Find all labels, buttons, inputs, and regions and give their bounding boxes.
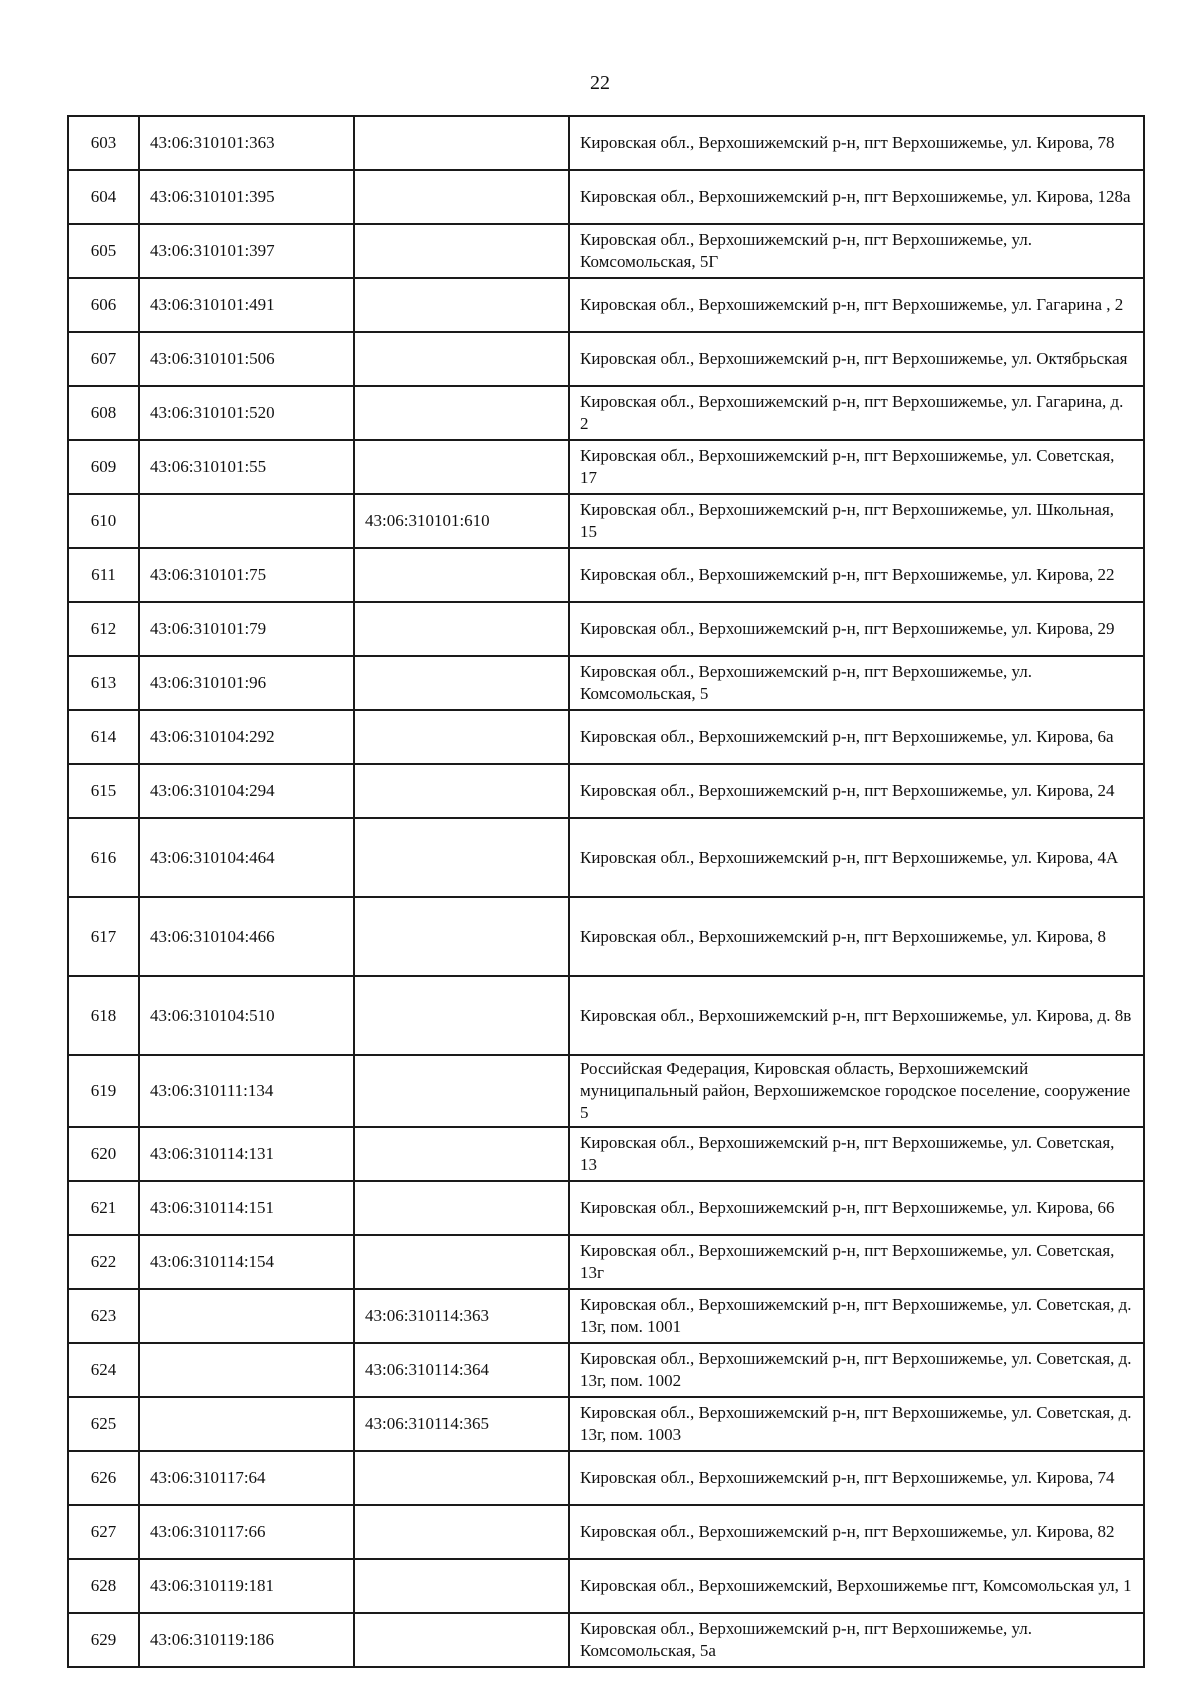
row-number-cell: 614 — [68, 710, 139, 764]
cadastral-number-cell — [139, 1289, 354, 1343]
address-cell: Кировская обл., Верхошижемский р-н, пгт Верхошижемье, ул. Советская, д. 13г, пом. 1001 — [569, 1289, 1144, 1343]
address-cell: Кировская обл., Верхошижемский р-н, пгт Верхошижемье, ул. Комсомольская, 5а — [569, 1613, 1144, 1667]
table-row — [68, 818, 1144, 897]
row-number-cell: 607 — [68, 332, 139, 386]
row-number-cell: 606 — [68, 278, 139, 332]
cadastral-number-cell: 43:06:310101:96 — [139, 656, 354, 710]
cadastral-number-secondary-cell — [354, 1559, 569, 1613]
table-row — [68, 440, 1144, 494]
cadastral-number-secondary-cell — [354, 1181, 569, 1235]
address-cell: Кировская обл., Верхошижемский р-н, пгт Верхошижемье, ул. Кирова, 66 — [569, 1181, 1144, 1235]
cadastral-number-secondary-cell: 43:06:310114:363 — [354, 1289, 569, 1343]
table-row — [68, 548, 1144, 602]
address-cell: Кировская обл., Верхошижемский р-н, пгт Верхошижемье, ул. Октябрьская — [569, 332, 1144, 386]
table-row — [68, 1055, 1144, 1127]
cadastral-number-cell: 43:06:310101:397 — [139, 224, 354, 278]
table-row — [68, 602, 1144, 656]
table-row — [68, 278, 1144, 332]
row-number-cell: 611 — [68, 548, 139, 602]
address-cell: Кировская обл., Верхошижемский р-н, пгт Верхошижемье, ул. Кирова, 24 — [569, 764, 1144, 818]
address-cell: Кировская обл., Верхошижемский р-н, пгт Верхошижемье, ул. Советская, д. 13г, пом. 1002 — [569, 1343, 1144, 1397]
cadastral-number-cell: 43:06:310101:55 — [139, 440, 354, 494]
cadastral-number-cell — [139, 494, 354, 548]
table-row — [68, 710, 1144, 764]
cadastral-number-secondary-cell — [354, 764, 569, 818]
address-cell: Кировская обл., Верхошижемский р-н, пгт Верхошижемье, ул. Кирова, 82 — [569, 1505, 1144, 1559]
row-number-cell: 608 — [68, 386, 139, 440]
row-number-cell: 626 — [68, 1451, 139, 1505]
address-cell: Кировская обл., Верхошижемский р-н, пгт Верхошижемье, ул. Кирова, 4А — [569, 818, 1144, 897]
table-row — [68, 897, 1144, 976]
cadastral-number-secondary-cell — [354, 897, 569, 976]
cadastral-number-cell: 43:06:310114:131 — [139, 1127, 354, 1181]
address-cell: Кировская обл., Верхошижемский р-н, пгт Верхошижемье, ул. Кирова, 6а — [569, 710, 1144, 764]
cadastral-number-secondary-cell — [354, 440, 569, 494]
table-row — [68, 1559, 1144, 1613]
table-row — [68, 1613, 1144, 1667]
cadastral-number-cell: 43:06:310117:66 — [139, 1505, 354, 1559]
cadastral-number-secondary-cell: 43:06:310101:610 — [354, 494, 569, 548]
row-number-cell: 615 — [68, 764, 139, 818]
row-number-cell: 610 — [68, 494, 139, 548]
table-row — [68, 1235, 1144, 1289]
row-number-cell: 627 — [68, 1505, 139, 1559]
cadastral-number-secondary-cell: 43:06:310114:364 — [354, 1343, 569, 1397]
table-row — [68, 1289, 1144, 1343]
address-cell: Кировская обл., Верхошижемский р-н, пгт Верхошижемье, ул. Кирова, 29 — [569, 602, 1144, 656]
cadastral-number-cell: 43:06:310114:154 — [139, 1235, 354, 1289]
table-row — [68, 976, 1144, 1055]
row-number-cell: 603 — [68, 116, 139, 170]
cadastral-number-cell: 43:06:310101:491 — [139, 278, 354, 332]
cadastral-number-secondary-cell — [354, 976, 569, 1055]
address-cell: Кировская обл., Верхошижемский р-н, пгт Верхошижемье, ул. Советская, 13 — [569, 1127, 1144, 1181]
cadastral-number-cell: 43:06:310104:510 — [139, 976, 354, 1055]
table-row — [68, 1505, 1144, 1559]
row-number-cell: 621 — [68, 1181, 139, 1235]
cadastral-number-secondary-cell — [354, 710, 569, 764]
cadastral-number-cell: 43:06:310119:186 — [139, 1613, 354, 1667]
registry-table — [67, 115, 1145, 1668]
row-number-cell: 609 — [68, 440, 139, 494]
address-cell: Кировская обл., Верхошижемский р-н, пгт Верхошижемье, ул. Советская, 13г — [569, 1235, 1144, 1289]
address-cell: Кировская обл., Верхошижемский р-н, пгт Верхошижемье, ул. Советская, д. 13г, пом. 1003 — [569, 1397, 1144, 1451]
table-row — [68, 1127, 1144, 1181]
cadastral-number-secondary-cell — [354, 548, 569, 602]
cadastral-number-cell: 43:06:310119:181 — [139, 1559, 354, 1613]
table-row — [68, 170, 1144, 224]
row-number-cell: 624 — [68, 1343, 139, 1397]
cadastral-number-secondary-cell — [354, 1055, 569, 1127]
cadastral-number-secondary-cell — [354, 278, 569, 332]
cadastral-number-cell: 43:06:310114:151 — [139, 1181, 354, 1235]
address-cell: Кировская обл., Верхошижемский р-н, пгт Верхошижемье, ул. Кирова, 74 — [569, 1451, 1144, 1505]
row-number-cell: 622 — [68, 1235, 139, 1289]
table-row — [68, 1343, 1144, 1397]
address-cell: Кировская обл., Верхошижемский р-н, пгт Верхошижемье, ул. Комсомольская, 5 — [569, 656, 1144, 710]
address-cell: Кировская обл., Верхошижемский, Верхошижемье пгт, Комсомольская ул, 1 — [569, 1559, 1144, 1613]
row-number-cell: 612 — [68, 602, 139, 656]
cadastral-number-cell: 43:06:310104:464 — [139, 818, 354, 897]
table-row — [68, 494, 1144, 548]
cadastral-number-secondary-cell — [354, 170, 569, 224]
row-number-cell: 605 — [68, 224, 139, 278]
cadastral-number-cell: 43:06:310104:466 — [139, 897, 354, 976]
cadastral-number-cell — [139, 1397, 354, 1451]
cadastral-number-secondary-cell — [354, 602, 569, 656]
address-cell: Кировская обл., Верхошижемский р-н, пгт Верхошижемье, ул. Гагарина , 2 — [569, 278, 1144, 332]
cadastral-number-cell — [139, 1343, 354, 1397]
cadastral-number-secondary-cell — [354, 1235, 569, 1289]
table-row — [68, 386, 1144, 440]
cadastral-number-secondary-cell — [354, 224, 569, 278]
cadastral-number-secondary-cell — [354, 116, 569, 170]
address-cell: Российская Федерация, Кировская область, Верхошижемский муниципальный район, Верхошижемское городское поселение, сооружение 5 — [569, 1055, 1144, 1127]
row-number-cell: 620 — [68, 1127, 139, 1181]
cadastral-number-secondary-cell — [354, 332, 569, 386]
table-row — [68, 224, 1144, 278]
cadastral-number-secondary-cell: 43:06:310114:365 — [354, 1397, 569, 1451]
cadastral-number-cell: 43:06:310117:64 — [139, 1451, 354, 1505]
address-cell: Кировская обл., Верхошижемский р-н, пгт Верхошижемье, ул. Кирова, 78 — [569, 116, 1144, 170]
cadastral-number-secondary-cell — [354, 1451, 569, 1505]
address-cell: Кировская обл., Верхошижемский р-н, пгт Верхошижемье, ул. Кирова, д. 8в — [569, 976, 1144, 1055]
cadastral-number-cell: 43:06:310104:294 — [139, 764, 354, 818]
cadastral-number-secondary-cell — [354, 386, 569, 440]
row-number-cell: 628 — [68, 1559, 139, 1613]
cadastral-number-cell: 43:06:310101:75 — [139, 548, 354, 602]
table-row — [68, 1451, 1144, 1505]
address-cell: Кировская обл., Верхошижемский р-н, пгт Верхошижемье, ул. Советская, 17 — [569, 440, 1144, 494]
cadastral-number-secondary-cell — [354, 1613, 569, 1667]
table-row — [68, 1181, 1144, 1235]
cadastral-number-cell: 43:06:310101:506 — [139, 332, 354, 386]
cadastral-number-secondary-cell — [354, 1127, 569, 1181]
address-cell: Кировская обл., Верхошижемский р-н, пгт Верхошижемье, ул. Комсомольская, 5Г — [569, 224, 1144, 278]
cadastral-number-secondary-cell — [354, 1505, 569, 1559]
address-cell: Кировская обл., Верхошижемский р-н, пгт Верхошижемье, ул. Кирова, 22 — [569, 548, 1144, 602]
table-row — [68, 116, 1144, 170]
cadastral-number-secondary-cell — [354, 656, 569, 710]
cadastral-number-cell: 43:06:310101:520 — [139, 386, 354, 440]
row-number-cell: 623 — [68, 1289, 139, 1343]
cadastral-number-cell: 43:06:310101:363 — [139, 116, 354, 170]
row-number-cell: 618 — [68, 976, 139, 1055]
cadastral-number-cell: 43:06:310101:395 — [139, 170, 354, 224]
row-number-cell: 616 — [68, 818, 139, 897]
address-cell: Кировская обл., Верхошижемский р-н, пгт Верхошижемье, ул. Кирова, 8 — [569, 897, 1144, 976]
row-number-cell: 617 — [68, 897, 139, 976]
row-number-cell: 613 — [68, 656, 139, 710]
address-cell: Кировская обл., Верхошижемский р-н, пгт Верхошижемье, ул. Кирова, 128а — [569, 170, 1144, 224]
row-number-cell: 619 — [68, 1055, 139, 1127]
address-cell: Кировская обл., Верхошижемский р-н, пгт Верхошижемье, ул. Гагарина, д. 2 — [569, 386, 1144, 440]
table-row — [68, 656, 1144, 710]
cadastral-number-secondary-cell — [354, 818, 569, 897]
row-number-cell: 604 — [68, 170, 139, 224]
row-number-cell: 625 — [68, 1397, 139, 1451]
address-cell: Кировская обл., Верхошижемский р-н, пгт Верхошижемье, ул. Школьная, 15 — [569, 494, 1144, 548]
registry-table-body — [68, 116, 1144, 1667]
cadastral-number-cell: 43:06:310101:79 — [139, 602, 354, 656]
table-row — [68, 764, 1144, 818]
page-number: 22 — [590, 72, 610, 94]
table-row — [68, 1397, 1144, 1451]
row-number-cell: 629 — [68, 1613, 139, 1667]
cadastral-number-cell: 43:06:310104:292 — [139, 710, 354, 764]
table-row — [68, 332, 1144, 386]
cadastral-number-cell: 43:06:310111:134 — [139, 1055, 354, 1127]
